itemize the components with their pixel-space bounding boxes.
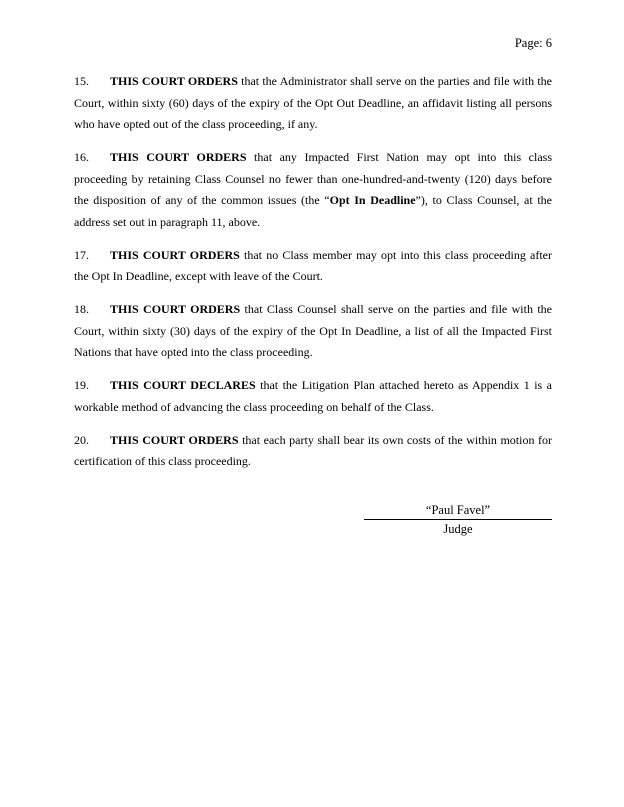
paragraph-lead: THIS COURT ORDERS bbox=[110, 247, 240, 262]
paragraph-number: 19. bbox=[74, 378, 89, 392]
paragraph-text: that the Litigation Plan attached hereto as Appendix 1 is a workable method of advancing the class proceeding on behalf of the Class. bbox=[74, 378, 552, 414]
page-number: Page: 6 bbox=[514, 36, 552, 50]
signature-title: Judge bbox=[443, 522, 473, 536]
paragraph-lead: THIS COURT DECLARES bbox=[110, 378, 256, 392]
paragraph-text: that any Impacted First Nation may opt into this class proceeding by retaining Class Counsel no fewer than one-hundred-and-twenty (120) days before the disposition of any of the common issues (the “ bbox=[74, 150, 552, 207]
defined-term: Opt In Deadline bbox=[329, 193, 416, 207]
paragraph-text: that Class Counsel shall serve on the parties and file with the Court, within sixty (30) days of the expiry of the Opt In Deadline, a list of all the Impacted First Nations that have opted into the class proceeding. bbox=[74, 302, 552, 359]
signature-name: “Paul Favel” bbox=[364, 502, 552, 520]
paragraph-lead: THIS COURT ORDERS bbox=[110, 150, 247, 164]
signature-block bbox=[364, 502, 552, 538]
paragraph-number: 20. bbox=[74, 432, 89, 447]
paragraph-lead: THIS COURT ORDERS bbox=[110, 74, 238, 88]
paragraph-number: 15. bbox=[74, 74, 89, 88]
paragraph-18 bbox=[74, 299, 552, 364]
paragraph-17 bbox=[74, 245, 552, 288]
paragraph-number: 16. bbox=[74, 150, 89, 164]
paragraph-text: that the Administrator shall serve on the parties and file with the Court, within sixty (60) days of the expiry of the Opt Out Deadline, an affidavit listing all persons who have opted out of the class proceeding, if any. bbox=[74, 74, 552, 131]
paragraph-15 bbox=[74, 71, 552, 136]
paragraph-lead: THIS COURT ORDERS bbox=[110, 432, 239, 447]
paragraph-20 bbox=[74, 430, 552, 473]
paragraph-text: that each party shall bear its own costs of the within motion for certification of this class proceeding. bbox=[74, 432, 553, 468]
paragraph-text: that no Class member may opt into this class proceeding after the Opt In Deadline, except with leave of the Court. bbox=[74, 247, 553, 283]
paragraph-text-after: ”), to Class Counsel, at the address set out in paragraph 11, above. bbox=[74, 193, 552, 229]
paragraph-number: 17. bbox=[74, 247, 89, 262]
paragraph-lead: THIS COURT ORDERS bbox=[110, 302, 241, 316]
paragraph-number: 18. bbox=[74, 302, 89, 316]
paragraph-19 bbox=[74, 375, 552, 418]
document-body bbox=[74, 71, 552, 484]
paragraph-16 bbox=[74, 147, 552, 233]
